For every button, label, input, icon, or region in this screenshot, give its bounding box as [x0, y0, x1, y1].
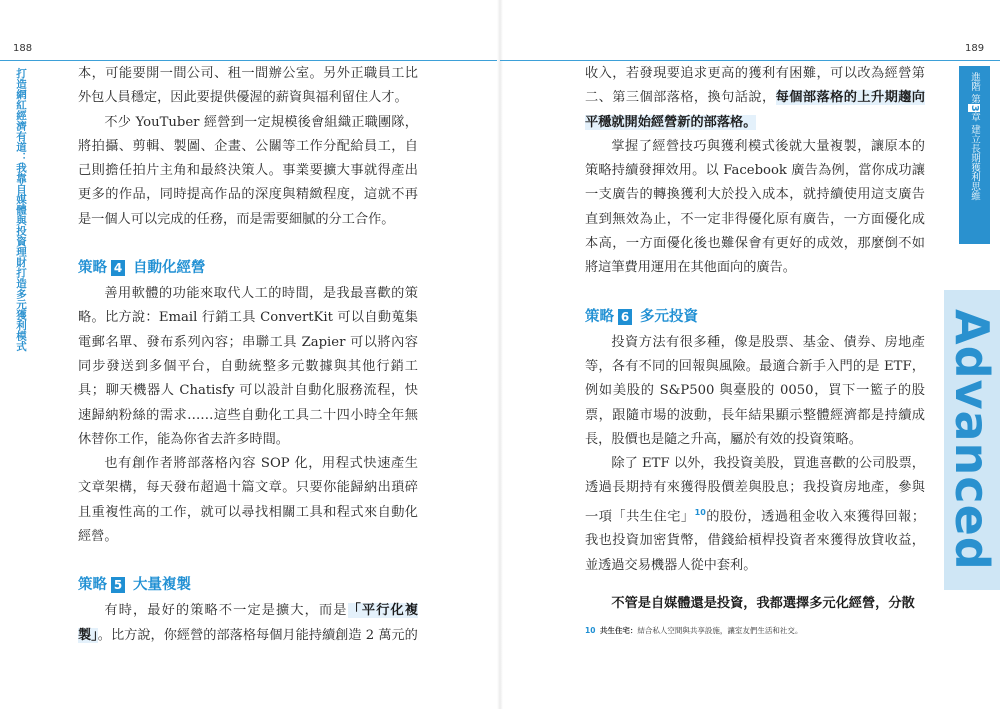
footnote-term: 共生住宅： — [599, 626, 638, 635]
strategy-4-heading — [78, 256, 418, 280]
text-run: 。比方說，你經營的部落格每個月能持續創造 2 萬元的 — [97, 627, 418, 643]
left-page-body — [78, 62, 418, 648]
footnote-text: 結合私人空間與共享設施，讓室友們生活和社交。 — [637, 626, 803, 635]
strategy-title: 大量複製 — [133, 577, 191, 594]
footnote-marker[interactable]: 10 — [694, 507, 706, 517]
text-run: 收入，若發現要追求更高的獲利有困難，可以改為經營第二、第三個部落格，換句話說， — [585, 66, 925, 106]
strategy-6-heading — [585, 305, 925, 329]
part-label: 進階 — [969, 72, 980, 91]
paragraph: 投資方法有很多種，像是股票、基金、債券、房地產等，各有不同的回報與風險。最適合新手入門的是 ETF，例如美股的 S&P500 與臺股的 0050，買下一籃子的股票，跟隨市場的波動，長年結果顯示整體經濟都是持續成長，股價也是隨之升高，屬於有效的投資策略。 — [585, 334, 925, 447]
chapter-title: 建立長期獲利思維 — [969, 124, 980, 201]
strategy-title: 多元投資 — [640, 308, 698, 325]
page-number-right: 189 — [965, 43, 985, 54]
header-rule-left — [0, 60, 500, 61]
text-run: 除了 ETF 以外，我投資美股，買進喜歡的公司股票，透過長期持有來獲得股價差與股息；我投資房地產，參與一項「共生住宅」 — [585, 456, 925, 525]
paragraph — [585, 62, 925, 135]
paragraph — [585, 452, 925, 578]
paragraph — [585, 592, 925, 616]
chapter-number-chip: 3 — [969, 104, 980, 112]
chapter-prefix: 第 — [969, 94, 980, 104]
chapter-suffix: 章 — [969, 112, 980, 122]
highlight-text: 「平行化複製」 — [78, 603, 419, 643]
footnote-number: 10 — [585, 626, 596, 635]
strategy-5-heading — [78, 573, 418, 597]
strategy-number-badge: 5 — [111, 577, 125, 593]
header-rule-right — [500, 60, 1000, 61]
strategy-number-badge: 4 — [111, 260, 125, 276]
text-run: 有時，最好的策略不一定是擴大，而是 — [104, 603, 348, 619]
paragraph: 善用軟體的功能來取代人工的時間，是我最喜歡的策略。比方說：Email 行銷工具 ConvertKit 可以自動蒐集電郵名單、發布系列內容；串聯工具 Zapier 可以將內容同步發送到多個平台，自動統整多元數據與其他行銷工具；聊天機器人 Chatisfy 可以設計自動化服務流程，快速歸納粉絲的需求……這些自動化工具二十四小時全年無休替你工作，能為你省去許多時間。 — [78, 286, 418, 447]
bold-text: 不管是自媒體還是投資，我都選擇多元化經營，分散 — [611, 596, 915, 612]
right-page-body — [585, 62, 925, 616]
strategy-prefix: 策略 — [78, 577, 107, 594]
strategy-title: 自動化經營 — [133, 260, 206, 277]
chapter-tab-text — [959, 72, 990, 201]
paragraph: 本，可能要開一間公司、租一間辦公室。另外正職員工比外包人員穩定，因此要提供優渥的薪資與福利留住人才。 — [78, 66, 418, 106]
footnote — [585, 625, 945, 636]
strategy-prefix: 策略 — [585, 308, 614, 325]
page-number-left: 188 — [13, 43, 33, 54]
paragraph — [78, 599, 418, 648]
highlight-text: 每個部落格的上升期趨向平穩就開始經營新的部落格。 — [585, 90, 925, 130]
strategy-number-badge: 6 — [618, 309, 632, 325]
chapter-tab — [959, 66, 990, 244]
text-run: 的股份，透過租金收入來獲得回報；我也投資加密貨幣，借錢給槓桿投資者來獲得放貸收益，並透過交易機器人從中套利。 — [585, 509, 926, 573]
book-gutter — [497, 0, 503, 709]
advanced-label: Advanced — [945, 309, 999, 571]
paragraph: 不少 YouTuber 經營到一定規模後會組織正職團隊，將拍攝、剪輯、製圖、企畫、公關等工作分配給員工，自己則擔任拍片主角和最終決策人。事業要擴大事就得產出更多的作品，同時提高作品的深度與精緻程度，這就不再是一個人可以完成的任務，而是需要細膩的分工合作。 — [78, 114, 418, 227]
strategy-prefix: 策略 — [78, 260, 107, 277]
paragraph: 掌握了經營技巧與獲利模式後就大量複製，讓原本的策略持續發揮效用。以 Facebook 廣告為例，當你成功讓一支廣告的轉換獲利大於投入成本，就持續使用這支廣告直到無效為止，不一定非得優化原有廣告，一方面優化成本高，一方面優化後也難保會有更好的成效，那麼倒不如將這筆費用運用在其他面向的廣告。 — [585, 138, 925, 276]
paragraph: 也有創作者將部落格內容 SOP 化，用程式快速產生文章架構，每天發布超過十篇文章。只要你能歸納出瑣碎且重複性高的工作，就可以尋找相關工具和程式來自動化經營。 — [78, 456, 418, 545]
running-book-title: 打造網紅經濟有道：我靠自媒體與投資理財打造多元獲利模式 — [15, 68, 27, 352]
